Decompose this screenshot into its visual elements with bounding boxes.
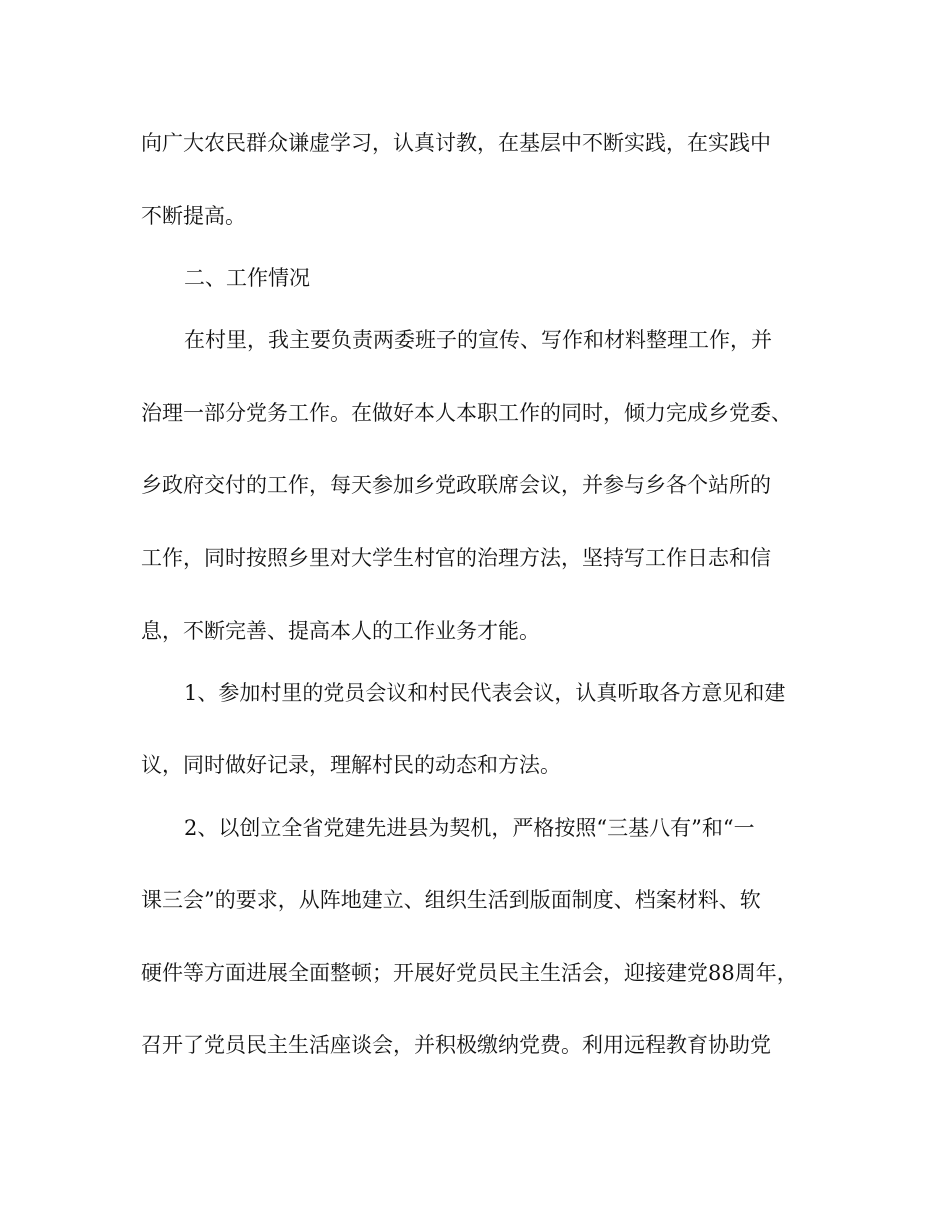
section-heading: 二、工作情况: [184, 266, 310, 290]
body-text-line: 召开了党员民主生活座谈会，并积极缴纳党费。利用远程教育协助党: [141, 1033, 771, 1057]
body-text-line: 向广大农民群众谦虚学习，认真讨教，在基层中不断实践，在实践中: [141, 131, 771, 155]
list-item-1: 1、参加村里的党员会议和村民代表会议，认真听取各方意见和建: [184, 681, 786, 705]
body-text-line: 在村里，我主要负责两委班子的宣传、写作和材料整理工作，并: [184, 328, 772, 352]
body-text-line: 息，不断完善、提高本人的工作业务才能。: [141, 619, 540, 643]
list-item-2: 2、以创立全省党建先进县为契机，严格按照“三基八有”和“一: [184, 816, 755, 840]
body-text-line: 治理一部分党务工作。在做好本人本职工作的同时，倾力完成乡党委、: [141, 401, 792, 425]
body-text-line: 硬件等方面进展全面整顿；开展好党员民主生活会，迎接建党88周年，: [141, 961, 798, 985]
body-text-line: 不断提高。: [141, 204, 246, 228]
body-text-line: 乡政府交付的工作，每天参加乡党政联席会议，并参与乡各个站所的: [141, 473, 771, 497]
body-text-line: 议，同时做好记录，理解村民的动态和方法。: [141, 753, 561, 777]
body-text-line: 工作，同时按照乡里对大学生村官的治理方法，坚持写工作日志和信: [141, 546, 771, 570]
body-text-line: 课三会”的要求，从阵地建立、组织生活到版面制度、档案材料、软: [141, 888, 761, 912]
